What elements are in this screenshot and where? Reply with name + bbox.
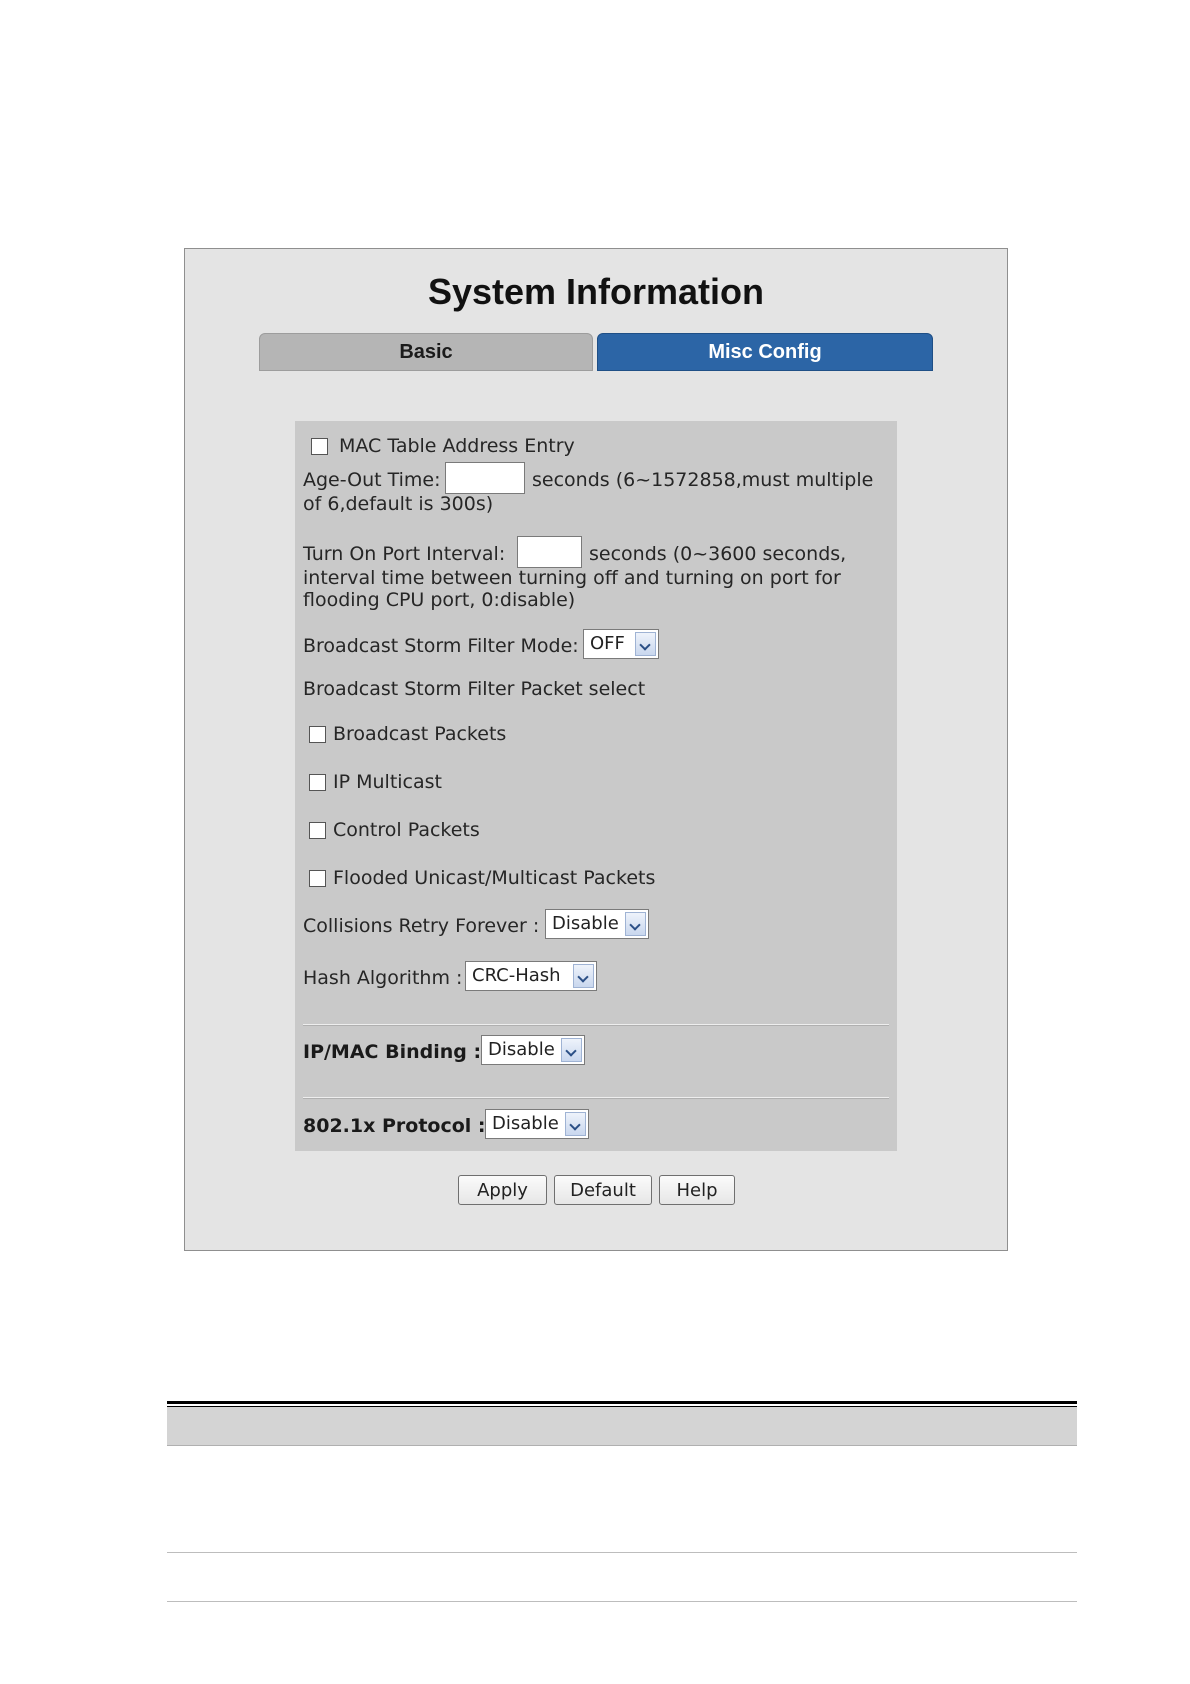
broadcast-packets-checkbox[interactable] — [309, 726, 326, 743]
dot1x-protocol-select[interactable] — [485, 1109, 589, 1139]
storm-mode-label: Broadcast Storm Filter Mode: — [303, 635, 579, 657]
storm-mode-value: OFF — [590, 633, 625, 654]
flooded-packets-checkbox[interactable] — [309, 870, 326, 887]
chevron-down-icon — [561, 1038, 582, 1062]
turn-on-port-hint-cont2: flooding CPU port, 0:disable) — [303, 589, 576, 611]
chevron-down-icon — [565, 1112, 586, 1136]
age-out-label: Age-Out Time: — [303, 469, 441, 491]
table-row-divider — [167, 1601, 1077, 1602]
hash-algorithm-value: CRC-Hash — [472, 965, 561, 986]
chevron-down-icon — [635, 632, 656, 656]
hash-algorithm-label: Hash Algorithm : — [303, 967, 463, 989]
help-button[interactable]: Help — [659, 1175, 735, 1205]
control-packets-checkbox[interactable] — [309, 822, 326, 839]
dot1x-protocol-value: Disable — [492, 1113, 559, 1134]
misc-config-panel — [295, 421, 897, 1151]
collisions-retry-value: Disable — [552, 913, 619, 934]
collisions-retry-select[interactable] — [545, 909, 649, 939]
age-out-hint-cont: of 6,default is 300s) — [303, 493, 494, 515]
chevron-down-icon — [625, 912, 646, 936]
hash-algorithm-select[interactable] — [465, 961, 597, 991]
chevron-down-icon — [573, 964, 594, 988]
table-header-band — [167, 1407, 1077, 1446]
ip-mac-binding-value: Disable — [488, 1039, 555, 1060]
flooded-packets-label: Flooded Unicast/Multicast Packets — [333, 867, 656, 889]
age-out-input[interactable] — [445, 462, 525, 494]
age-out-hint: seconds (6~1572858,must multiple — [532, 469, 874, 491]
turn-on-port-hint: seconds (0~3600 seconds, — [589, 543, 847, 565]
table-row-divider — [167, 1552, 1077, 1553]
screenshot-window — [184, 248, 1008, 1251]
ip-mac-binding-label: IP/MAC Binding : — [303, 1041, 482, 1063]
storm-packet-label: Broadcast Storm Filter Packet select — [303, 678, 646, 700]
ip-multicast-label: IP Multicast — [333, 771, 442, 793]
control-packets-label: Control Packets — [333, 819, 480, 841]
turn-on-port-hint-cont: interval time between turning off and turning on port for — [303, 567, 841, 589]
page-title: System Information — [427, 271, 765, 312]
collisions-retry-label: Collisions Retry Forever : — [303, 915, 540, 937]
mac-entry-label: MAC Table Address Entry — [339, 435, 575, 457]
apply-button[interactable]: Apply — [458, 1175, 547, 1205]
default-button[interactable]: Default — [554, 1175, 652, 1205]
ip-mac-binding-select[interactable] — [481, 1035, 585, 1065]
storm-mode-select[interactable] — [583, 629, 659, 659]
tab-basic[interactable]: Basic — [259, 333, 593, 371]
broadcast-packets-label: Broadcast Packets — [333, 723, 507, 745]
dot1x-protocol-label: 802.1x Protocol : — [303, 1115, 486, 1137]
divider — [303, 1097, 889, 1099]
mac-entry-checkbox[interactable] — [311, 438, 328, 455]
tab-misc-config[interactable]: Misc Config — [597, 333, 933, 371]
divider — [303, 1024, 889, 1026]
turn-on-port-label: Turn On Port Interval: — [303, 543, 506, 565]
turn-on-port-input[interactable] — [517, 536, 582, 568]
table-top-rule — [167, 1401, 1077, 1404]
ip-multicast-checkbox[interactable] — [309, 774, 326, 791]
